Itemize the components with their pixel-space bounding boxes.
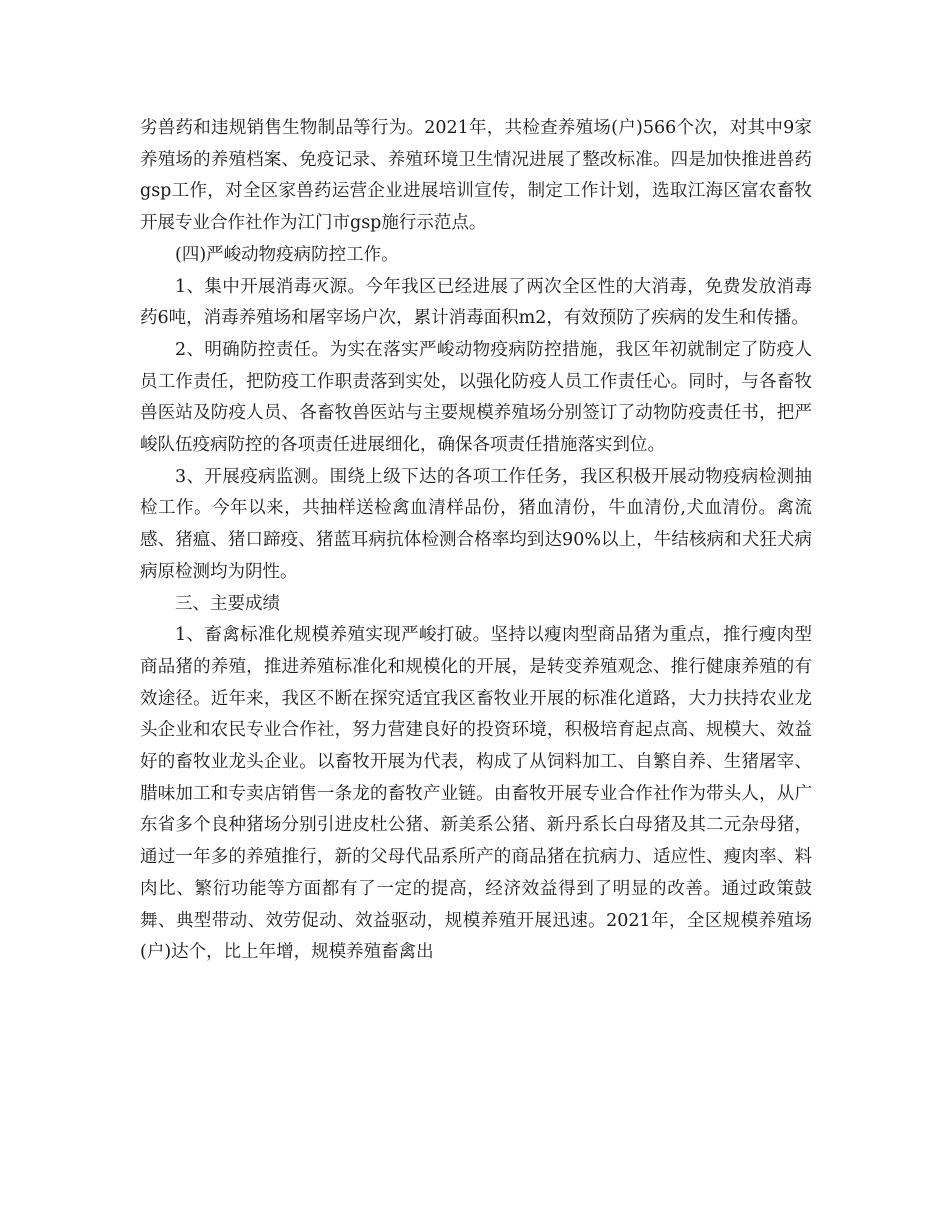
document-body	[140, 113, 812, 969]
paragraph-monitoring: 3、开展疫病监测。围绕上级下达的各项工作任务，我区积极开展动物疫病检测抽检工作。今年以来，共抽样送检禽血清样品份，猪血清份，牛血清份,犬血清份。禽流感、猪瘟、猪口蹄疫、猪蓝耳病抗体检测合格率均到达90%以上，牛结核病和犬狂犬病病原检测均为阴性。	[140, 466, 812, 582]
paragraph-standardized-farming: 1、畜禽标准化规模养殖实现严峻打破。坚持以瘦肉型商品猪为重点，推行瘦肉型商品猪的养殖，推进养殖标准化和规模化的开展，是转变养殖观念、推行健康养殖的有效途径。近年来，我区不断在探究适宜我区畜牧业开展的标准化道路，大力扶持农业龙头企业和农民专业合作社，努力营建良好的投资环境，积极培育起点高、规模大、效益好的畜牧业龙头企业。以畜牧开展为代表，构成了从饲料加工、自繁自养、生猪屠宰、腊味加工和专卖店销售一条龙的畜牧产业链。由畜牧开展专业合作社作为带头人，从广东省多个良种猪场分别引进皮杜公猪、新美系公猪、新丹系长白母猪及其二元杂母猪，通过一年多的养殖推行，新的父母代品系所产的商品猪在抗病力、适应性、瘦肉率、料肉比、繁衍功能等方面都有了一定的提高，经济效益得到了明显的改善。通过政策鼓舞、典型带动、效劳促动、效益驱动，规模养殖开展迅速。2021年，全区规模养殖场(户)达个，比上年增，规模养殖畜禽出	[140, 625, 812, 963]
paragraph-continuation: 劣兽药和违规销售生物制品等行为。2021年，共检查养殖场(户)566个次，对其中9家养殖场的养殖档案、免疫记录、养殖环境卫生情况进展了整改标准。四是加快推进兽药gsp工作，对全区家兽药运营企业进展培训宣传，制定工作计划，选取江海区富农畜牧开展专业合作社作为江门市gsp施行示范点。	[140, 118, 812, 234]
section-heading-disease-control: (四)严峻动物疫病防控工作。	[175, 244, 399, 265]
section-heading-achievements: 三、主要成绩	[175, 593, 280, 614]
paragraph-disinfection: 1、集中开展消毒灭源。今年我区已经进展了两次全区性的大消毒，免费发放消毒药6吨，消毒养殖场和屠宰场户次，累计消毒面积m2，有效预防了疾病的发生和传播。	[140, 276, 812, 329]
paragraph-responsibility: 2、明确防控责任。为实在落实严峻动物疫病防控措施，我区年初就制定了防疫人员工作责任，把防疫工作职责落到实处，以强化防疫人员工作责任心。同时，与各畜牧兽医站及防疫人员、各畜牧兽医站与主要规模养殖场分别签订了动物防疫责任书，把严峻队伍疫病防控的各项责任进展细化，确保各项责任措施落实到位。	[140, 339, 812, 456]
